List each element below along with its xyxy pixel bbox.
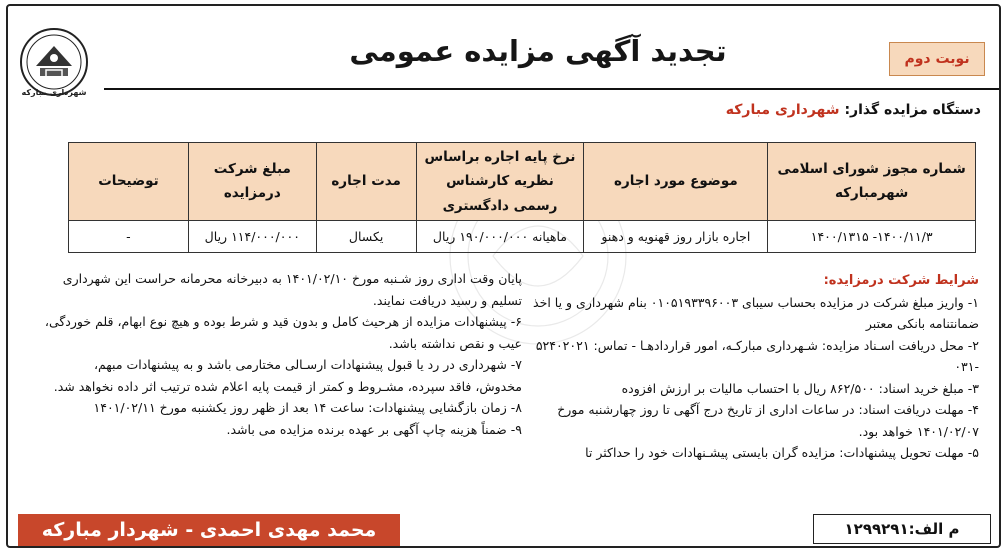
conditions-right-column <box>509 270 979 464</box>
cell-permit: ۱۴۰۰/۱۱/۳- ۱۴۰۰/۱۳۱۵ <box>768 220 976 252</box>
table-header-row <box>69 143 976 221</box>
auction-table <box>68 142 976 253</box>
conditions-left-column <box>44 268 522 440</box>
auctioneer-line <box>726 102 981 118</box>
cell-notes: - <box>69 220 189 252</box>
condition-item: ۳- مبلغ خرید اسناد: ۸۶۲/۵۰۰ ریال با احتساب مالیات بر ارزش افزوده <box>621 380 979 396</box>
cell-deposit: ۱۱۴/۰۰۰/۰۰۰ ریال <box>188 220 316 252</box>
round-badge: نوبت دوم <box>889 42 985 76</box>
header-duration: مدت اجاره <box>316 143 416 221</box>
page-title: تجدید آگهی مزایده عمومی <box>349 34 727 68</box>
header-permit: شماره مجوز شورای اسلامی شهرمبارکه <box>768 143 976 221</box>
condition-item: ۹- ضمناً هزینه چاپ آگهی بر عهده برنده مزایده می باشد. <box>226 421 522 437</box>
condition-item: پایان وقت اداری روز شـنبه مورخ ۱۴۰۱/۰۲/۱۰ به دبیرخانه محرمانه حراست این شهرداری تسلیم و رسید دریافت نمایند. <box>62 271 522 308</box>
condition-item: ۸- زمان بازگشایی پیشنهادات: ساعت ۱۴ بعد از ظهر روز یکشنبه مورخ ۱۴۰۱/۰۲/۱۱ <box>93 400 522 415</box>
conditions-title: شرایط شرکت درمزایده: <box>823 273 979 288</box>
advertisement-frame <box>6 4 1001 548</box>
condition-item: ۵- مهلت تحویل پیشنهادات: مزایده گران بایستی پیشـنهادات خود را حداکثر تا <box>585 445 979 460</box>
cell-base-rate: ماهیانه ۱۹۰/۰۰۰/۰۰۰ ریال <box>416 220 584 252</box>
title-divider <box>104 88 999 90</box>
table-row <box>69 220 976 252</box>
auctioneer-label: دستگاه مزایده گذار: <box>844 102 981 118</box>
header-base-rate: نرخ پایه اجاره براساس نظریه کارشناس رسمی دادگستری <box>416 143 584 221</box>
header-notes: توضیحات <box>69 143 189 221</box>
logo-caption: شهرداری مبارکه <box>21 88 87 97</box>
auctioneer-value: شهرداری مبارکه <box>725 102 840 118</box>
condition-item: ۴- مهلت دریافت اسناد: در ساعات اداری از تاریخ درج آگهی تا روز چهارشنبه مورخ ۱۴۰۱/۰۲/۰۷ خواهد بود. <box>557 402 979 439</box>
header-deposit: مبلغ شرکت درمزایده <box>188 143 316 221</box>
condition-item: ۶- پیشنهادات مزایده از هرحیث کامل و بدون قید و شرط بوده و هیچ نوع ابهام، قلم خوردگی، عیب و نقص نداشته باشد. <box>44 314 522 351</box>
condition-item: ۷- شهرداری در رد یا قبول پیشنهادات ارسـالی مختارمی باشد و به پیشنهادات مبهم، مخدوش، فاقد سپرده، مشـروط و کمتر از قیمت پایه اعلام شده ترتیب اثر داده نخواهد شد. <box>53 357 522 394</box>
signature-banner: محمد مهدی احمدی - شهردار مبارکه <box>18 514 400 546</box>
cell-duration: یکسال <box>316 220 416 252</box>
header-subject: موضوع مورد اجاره <box>584 143 768 221</box>
condition-item: ۱- واریز مبلغ شرکت در مزایده بحساب سیبای ۰۱۰۵۱۹۳۳۹۶۰۰۳ بنام شهرداری و یا اخذ ضمانتنامه بانکی معتبر <box>533 294 979 331</box>
condition-item: ۲- محل دریافت اسـناد مزایده: شـهرداری مبارکـه، امور قراردادهـا - تماس: ۵۲۴۰۲۰۲۱ -۰۳۱ <box>535 337 979 374</box>
cell-subject: اجاره بازار روز قهنویه و دهنو <box>584 220 768 252</box>
ad-code: م الف:۱۲۹۹۲۹۱ <box>813 514 991 544</box>
